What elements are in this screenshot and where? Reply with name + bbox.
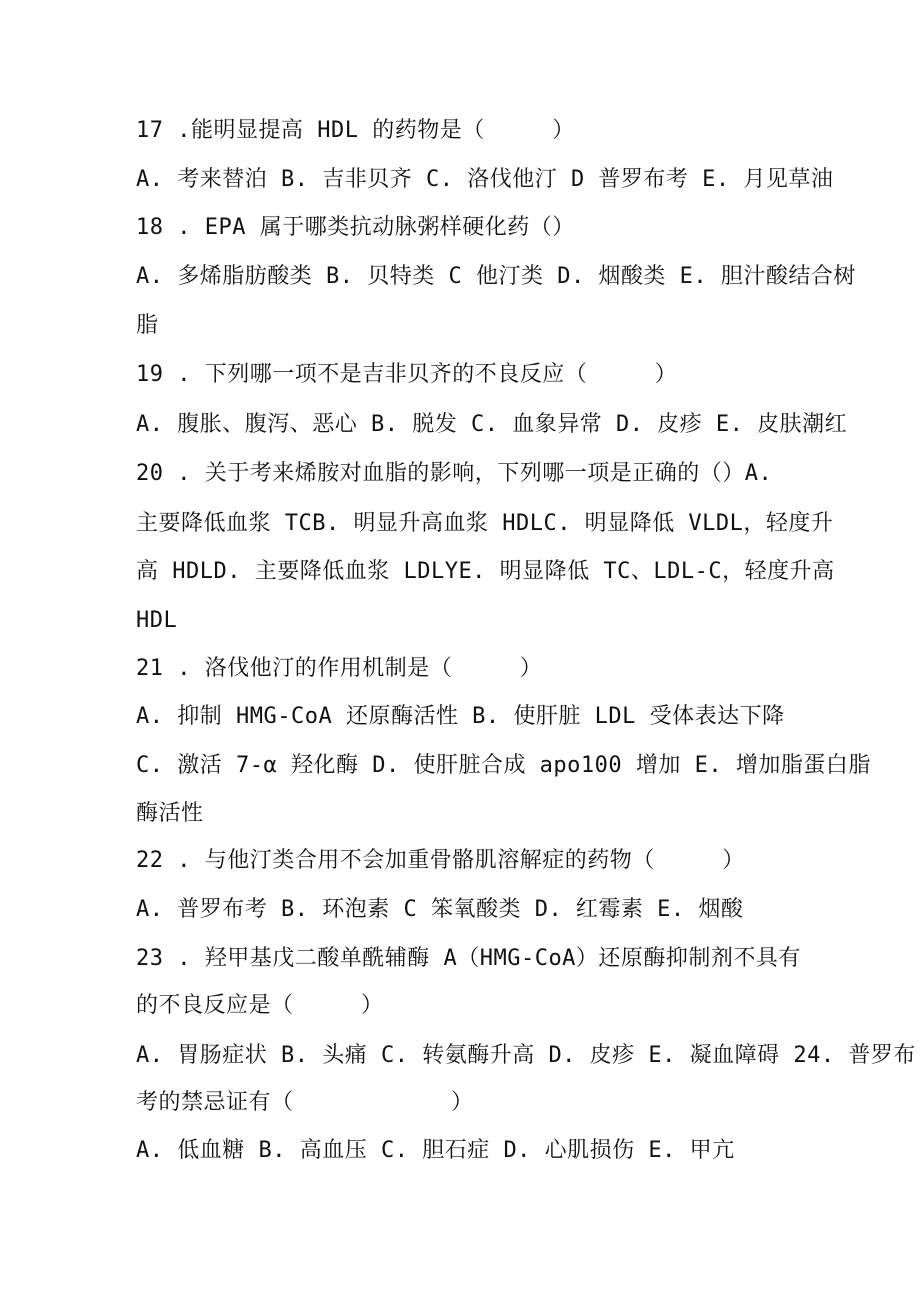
question-23-options: A. 胃肠症状 B. 头痛 C. 转氨酶升高 D. 皮疹 E. 凝血障碍 24. 普罗布: [136, 1043, 916, 1068]
question-21-stem: 21 . 洛伐他汀的作用机制是（ ）: [136, 656, 543, 681]
question-20-options: 主要降低血浆 TCB. 明显升高血浆 HDLC. 明显降低 VLDL，轻度升: [136, 511, 834, 536]
question-18-options: A. 多烯脂肪酸类 B. 贝特类 C 他汀类 D. 烟酸类 E. 胆汁酸结合树: [136, 264, 856, 289]
question-24-options: A. 低血糖 B. 高血压 C. 胆石症 D. 心肌损伤 E. 甲亢: [136, 1138, 735, 1163]
question-21-options-continued: C. 激活 7-α 羟化酶 D. 使肝脏合成 apo100 增加 E. 增加脂蛋白脂: [136, 753, 871, 778]
question-21-options: A. 抑制 HMG-CoA 还原酶活性 B. 使肝脏 LDL 受体表达下降: [136, 704, 785, 729]
question-22-options: A. 普罗布考 B. 环泡素 C 笨氧酸类 D. 红霉素 E. 烟酸: [136, 897, 744, 922]
question-18-options-continued: 脂: [136, 313, 159, 338]
question-17-options: A. 考来替泊 B. 吉非贝齐 C. 洛伐他汀 D 普罗布考 E. 月见草油: [136, 167, 834, 192]
question-19-options: A. 腹胀、腹泻、恶心 B. 脱发 C. 血象异常 D. 皮疹 E. 皮肤潮红: [136, 412, 848, 437]
question-19-stem: 19 . 下列哪一项不是吉非贝齐的不良反应（ ）: [136, 362, 678, 387]
question-23-stem-continued: 的不良反应是（ ）: [136, 993, 384, 1018]
question-20-options-end: HDL: [136, 608, 178, 633]
question-22-stem: 22 . 与他汀类合用不会加重骨骼肌溶解症的药物（ ）: [136, 848, 745, 873]
question-20-options-continued: 高 HDLD. 主要降低血浆 LDLYE. 明显降低 TC、LDL-C，轻度升高: [136, 559, 835, 584]
question-18-stem: 18 . EPA 属于哪类抗动脉粥样硬化药（）: [136, 215, 575, 240]
question-20-stem: 20 . 关于考来烯胺对血脂的影响，下列哪一项是正确的（）A.: [136, 461, 773, 486]
question-24-stem: 考的禁忌证有（ ）: [136, 1090, 474, 1115]
question-17-stem: 17 .能明显提高 HDL 的药物是（ ）: [136, 118, 575, 143]
question-23-stem: 23 . 羟甲基戊二酸单酰辅酶 A（HMG-CoA）还原酶抑制剂不具有: [136, 946, 801, 971]
question-21-options-end: 酶活性: [136, 801, 204, 826]
